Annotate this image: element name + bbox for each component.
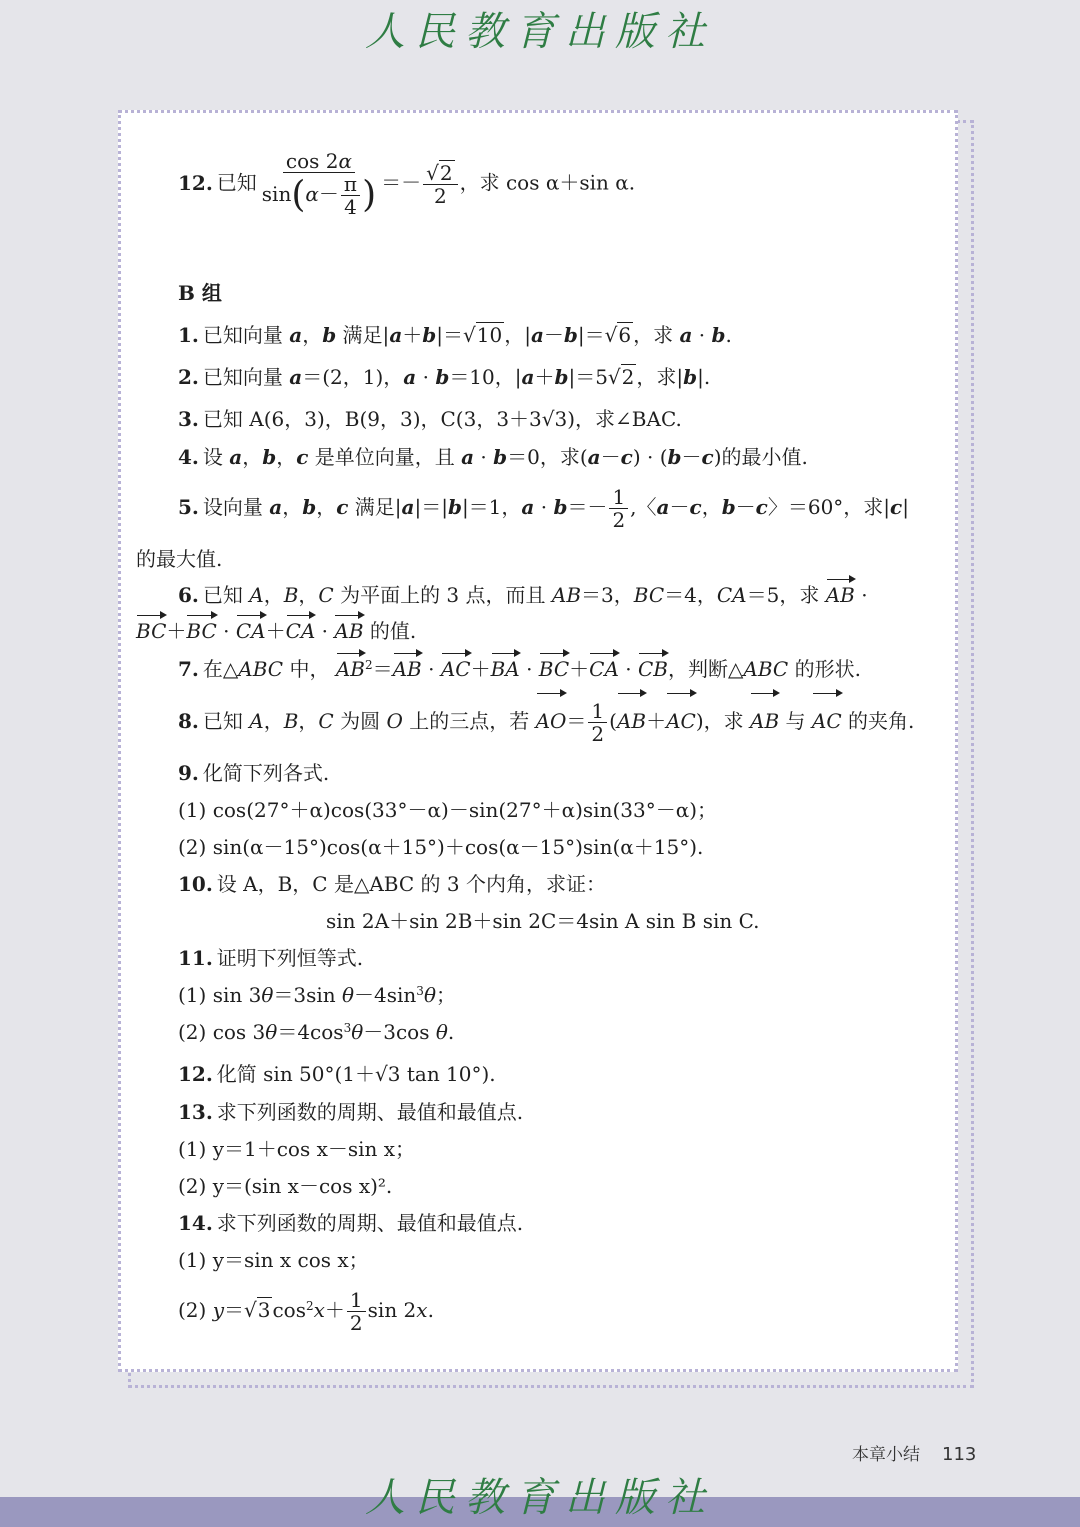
problem-text: 求下列函数的周期、最值和最值点. — [216, 1100, 524, 1124]
problem-number: 7. — [178, 657, 199, 681]
problem-number: 11. — [178, 946, 213, 970]
problem-number: 12. — [178, 1062, 213, 1086]
page-footer — [852, 1440, 976, 1465]
fraction: cos 2α sin(α－ $\frac{\pi}{4}$ ) — [261, 149, 377, 219]
problem-number: 6. — [178, 583, 199, 607]
problem-b3 — [178, 406, 682, 432]
problem-number: 12. — [178, 170, 213, 195]
problem-number: 14. — [178, 1211, 213, 1235]
problem-b5: 5. 设向量 a，b，c 满足|a|＝|b|＝1，a · b＝－ $\frac{1}{2}$ ,〈a－c，b－c〉＝60°，求|c| — [178, 485, 909, 532]
problem-b13-part1: (1) y＝1＋cos x－sin x； — [178, 1137, 416, 1161]
problem-b2: 2. 已知向量 a＝(2，1)，a · b＝10，|a＋b|＝5√2 ，求|b|. — [178, 365, 711, 389]
problem-b1: 1. 已知向量 a，b 满足|a＋b|＝√10 ，|a－b|＝√6 ，求 a · b. — [178, 323, 732, 347]
problem-number: 2. — [178, 365, 199, 389]
problem-b7: 7. 在△ABC 中， $AB^2=AB \cdot AC+BA \cdot BC+CA$ · CB，判断△ABC 的形状. — [178, 657, 861, 681]
problem-b4: 4. 设 a，b，c 是单位向量，且 a · b＝0，求(a－c) · (b－c)的最小值. — [178, 445, 808, 469]
problem-number: 9. — [178, 761, 199, 785]
problem-b14 — [178, 1210, 523, 1236]
problem-b8: 8. 已知 A，B，C 为圆 O 上的三点，若 AO＝ $\frac{1}{2}$ (AB＋AC)，求 AB 与 AC 的夹角. — [178, 696, 914, 746]
problem-text: 求下列函数的周期、最值和最值点. — [216, 1211, 524, 1235]
group-b-title: B 组 — [178, 281, 222, 305]
problem-b10-equation: sin 2A＋sin 2B＋sin 2C＝4sin A sin B sin C. — [326, 909, 760, 933]
problem-text: 设 A，B，C 是△ABC 的 3 个内角，求证： — [216, 872, 606, 896]
problem-b9-part1: (1) cos(27°＋α)cos(33°－α)－sin(27°＋α)sin(33°－α)； — [178, 798, 718, 822]
problem-b11-part1: (1) sin 3θ＝3sin $\theta-4\sin^3\theta$； — [178, 983, 456, 1007]
problem-b13-part2: (2) y＝(sin x－cos x)². — [178, 1174, 393, 1198]
problem-b6: 6. 已知 A，B，C 为平面上的 3 点，而且 AB＝3，BC＝4，CA＝5，求 AB · — [178, 583, 868, 607]
problem-number: 13. — [178, 1100, 213, 1124]
fraction: $\frac{√2}{2}$ — [423, 162, 457, 207]
chapter-section-label: 本章小结 — [852, 1445, 920, 1465]
problem-b5-continuation: 的最大值. — [136, 547, 223, 571]
problem-b14-part1: (1) y＝sin x cos x； — [178, 1248, 369, 1272]
problem-b6-continuation: BC＋BC · CA＋CA · AB 的值. — [136, 619, 417, 643]
problem-number: 10. — [178, 872, 213, 896]
problem-number: 8. — [178, 709, 199, 733]
problem-number: 5. — [178, 495, 199, 519]
problem-b12 — [178, 1061, 496, 1087]
problem-b13 — [178, 1099, 523, 1125]
problem-text: 证明下列恒等式. — [216, 946, 364, 970]
publisher-watermark-top: 人民教育出版社 — [365, 9, 715, 55]
problem-number: 3. — [178, 407, 199, 431]
page-number: 113 — [942, 1444, 977, 1465]
problem-b10 — [178, 871, 606, 897]
problem-b11 — [178, 945, 363, 971]
publisher-watermark-bottom: 人民教育出版社 — [365, 1475, 715, 1521]
problem-text: 化简下列各式. — [202, 761, 330, 785]
problem-text: 已知 A(6，3)，B(9，3)，C(3，3＋3√3)，求∠BAC. — [202, 407, 682, 431]
problem-b9 — [178, 760, 329, 786]
problem-number: 4. — [178, 445, 199, 469]
problem-tail: ，求 cos α＋sin α. — [459, 170, 636, 195]
problem-b14-part2: (2) y＝√3 $\cos^2x+$ $\frac{1}{2}$ sin 2x. — [178, 1288, 434, 1335]
problem-b11-part2: (2) $\cos 3\theta=4\cos^3\theta-3\cos$ θ. — [178, 1020, 455, 1044]
problem-b9-part2: (2) sin(α－15°)cos(α＋15°)＋cos(α－15°)sin(α＋15°). — [178, 835, 704, 859]
problem-number: 1. — [178, 323, 199, 347]
problem-lead: 已知 — [216, 170, 257, 195]
problem-12a: 12. 已知 cos 2α sin(α－ $\frac{\pi}{4}$ ) ＝－ $\frac{√2}{2}$ ，求 cos α＋sin α. — [178, 149, 636, 219]
problem-text: 化简 sin 50°(1＋√3 tan 10°). — [216, 1062, 496, 1086]
